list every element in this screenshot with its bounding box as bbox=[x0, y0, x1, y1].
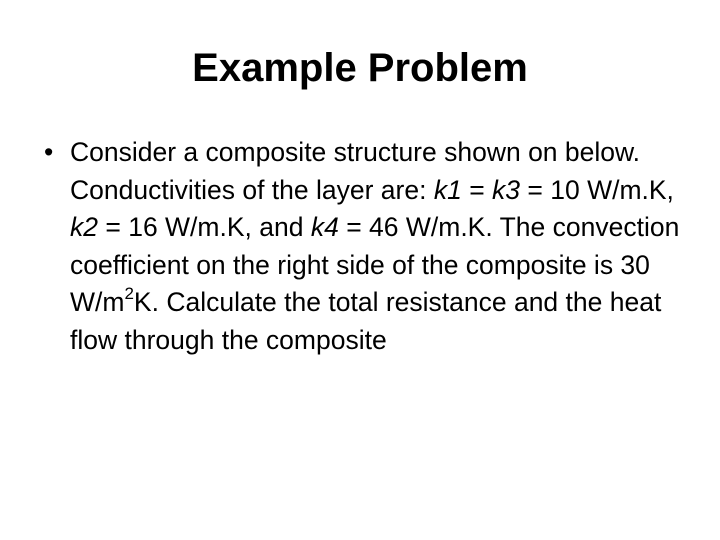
bullet-marker: • bbox=[44, 137, 54, 167]
var-k1: k1 bbox=[433, 174, 462, 205]
problem-text-5: = 46 W/m.K. The convection coefficient on the right side of the composite is 30 W/m bbox=[70, 212, 680, 317]
problem-text-4: = 16 W/m.K, and bbox=[98, 212, 311, 242]
problem-text-1: Consider a composite structure shown on below. Conductivities of the layer are: bbox=[70, 137, 641, 205]
superscript-2: 2 bbox=[124, 284, 134, 304]
problem-text-3: = 10 W/m.K, bbox=[520, 174, 674, 205]
bullet-item-problem bbox=[46, 134, 686, 359]
var-k3: k3 bbox=[492, 174, 521, 205]
problem-text-2: = bbox=[461, 174, 493, 205]
var-k4: k4 bbox=[310, 212, 339, 242]
var-k2: k2 bbox=[70, 212, 98, 242]
slide-title: Example Problem bbox=[192, 46, 528, 90]
slide-body bbox=[46, 134, 686, 359]
problem-text-6: K. Calculate the total resistance and the heat flow through the composite bbox=[70, 287, 662, 355]
problem-statement bbox=[70, 134, 686, 359]
